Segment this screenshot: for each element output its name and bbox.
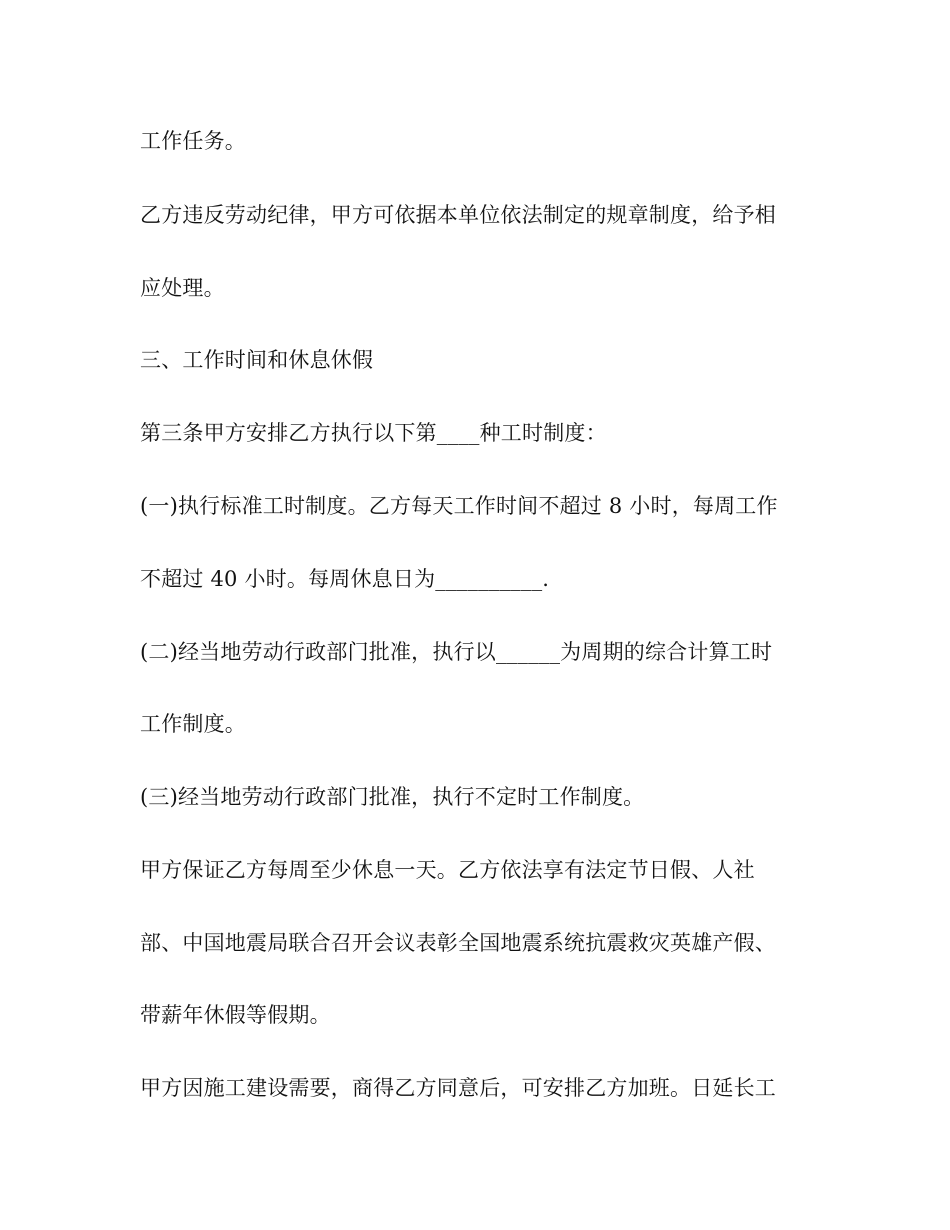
text-line: (三)经当地劳动行政部门批准，执行不定时工作制度。	[140, 785, 645, 809]
text-line: (二)经当地劳动行政部门批准，执行以______为周期的综合计算工时	[140, 640, 773, 664]
text-line: 第三条甲方安排乙方执行以下第____种工时制度：	[140, 421, 607, 445]
text-line: 工作任务。	[140, 129, 246, 153]
text-line: 应处理。	[140, 276, 225, 300]
text-line: 甲方因施工建设需要，商得乙方同意后，可安排乙方加班。日延长工	[140, 1076, 776, 1100]
text-line: 部、中国地震局联合召开会议表彰全国地震系统抗震救灾英雄产假、	[140, 931, 776, 955]
text-line: 带薪年休假等假期。	[140, 1003, 331, 1027]
section-heading: 三、工作时间和休息休假	[140, 348, 374, 372]
text-line: 乙方违反劳动纪律，甲方可依据本单位依法制定的规章制度，给予相	[140, 203, 776, 227]
text-line: 不超过 40 小时。每周休息日为__________.	[140, 567, 550, 591]
text-line: (一)执行标准工时制度。乙方每天工作时间不超过 8 小时，每周工作	[140, 494, 778, 518]
text-line: 甲方保证乙方每周至少休息一天。乙方依法享有法定节日假、人社	[140, 858, 755, 882]
text-line: 工作制度。	[140, 712, 246, 736]
